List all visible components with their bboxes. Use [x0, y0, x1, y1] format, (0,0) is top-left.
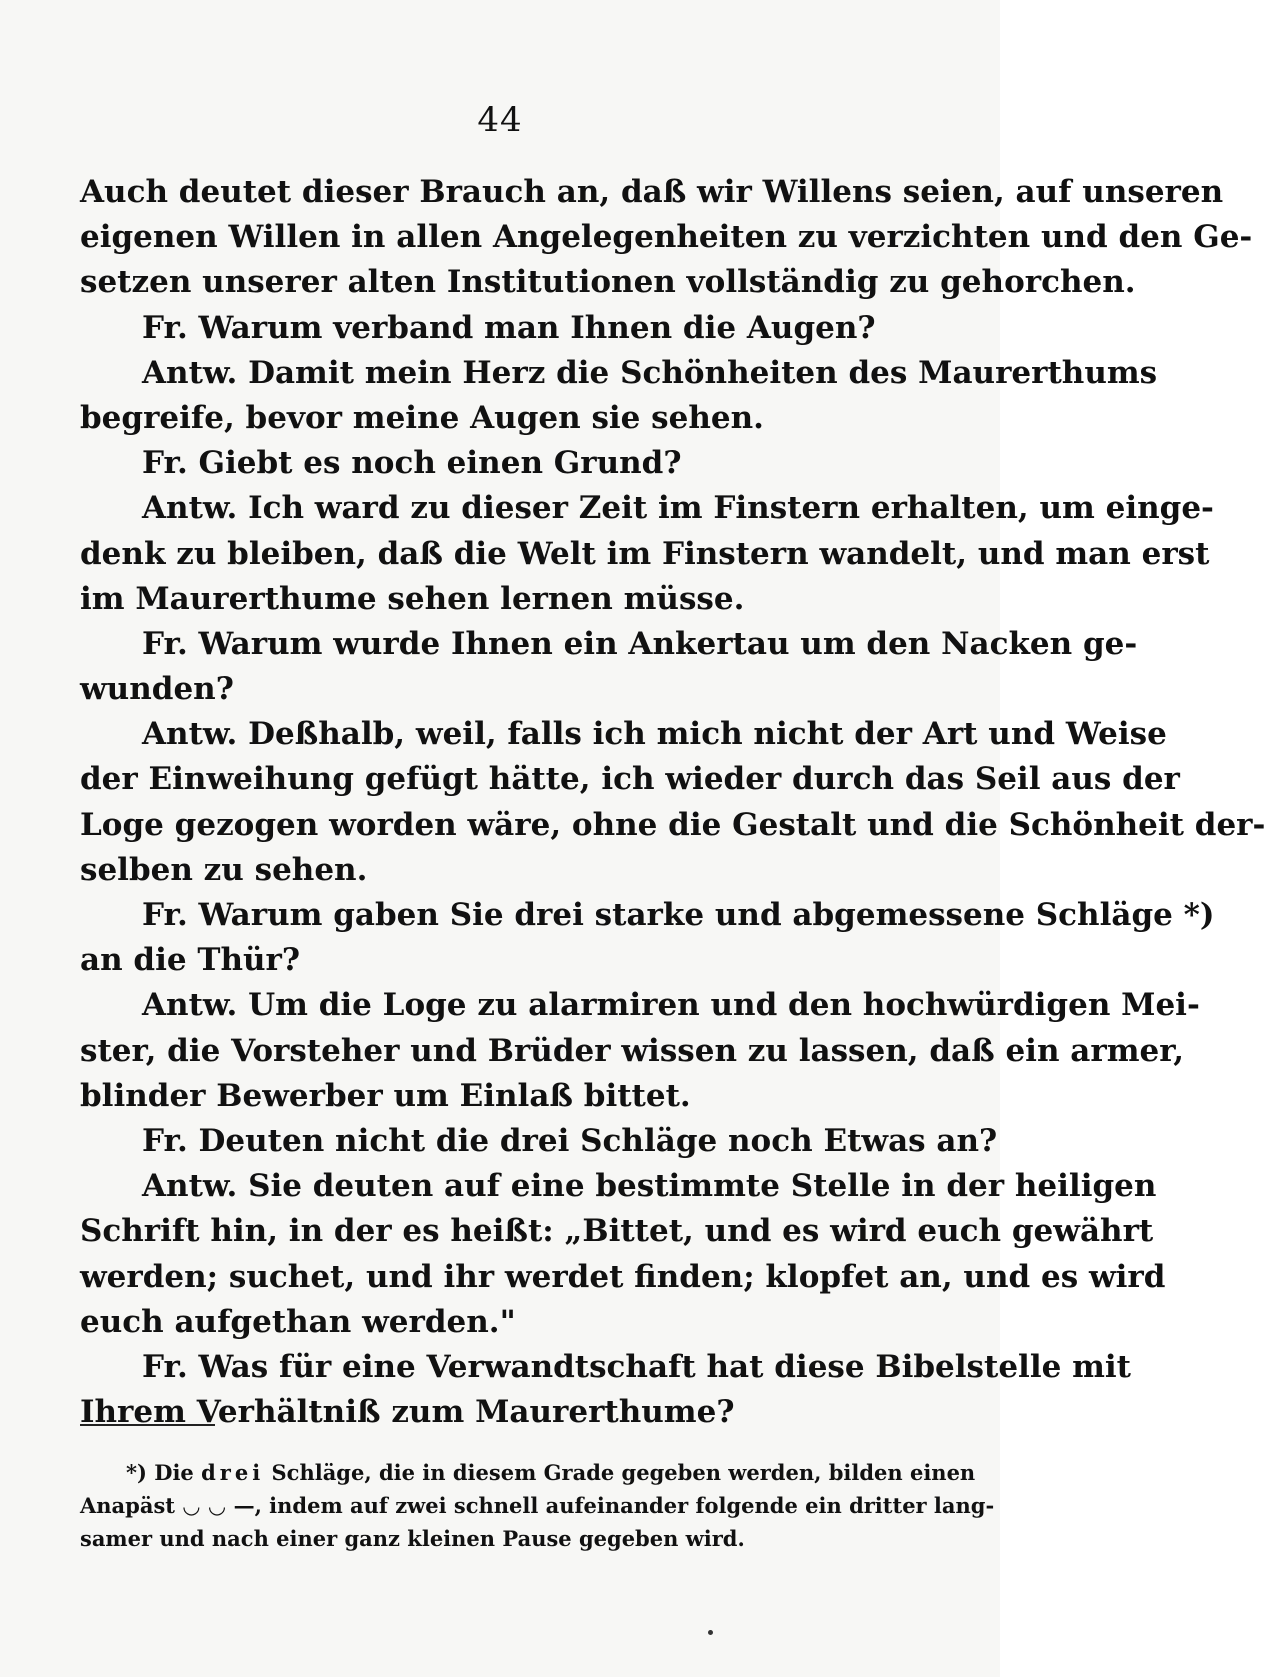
text-line: Ihrem Verhältniß zum Maurerthume? [80, 1394, 735, 1431]
text-line: Auch deutet dieser Brauch an, daß wir Willens seien, auf unseren [80, 174, 1224, 210]
text-line: blinder Bewerber um Einlaß bittet. [80, 1077, 691, 1114]
footnote-emphasis: drei [201, 1460, 265, 1485]
text-line: Loge gezogen worden wäre, ohne die Gestalt und die Schönheit der- [80, 806, 1265, 843]
text-line: werden; suchet, und ihr werdet finden; klopfet an, und es wird [80, 1258, 1166, 1295]
text-line: begreife, bevor meine Augen sie sehen. [80, 399, 764, 436]
page-number: 44 [477, 100, 523, 140]
text-line: wunden? [80, 671, 234, 708]
text-line: selben zu sehen. [80, 851, 368, 888]
footnote-line: Anapäst ◡ ◡ —, indem auf zwei schnell aufeinander folgende ein dritter lang- [80, 1493, 995, 1518]
text-line: Schrift hin, in der es heißt: „Bittet, und es wird euch gewährt [80, 1213, 1154, 1250]
text-line: denk zu bleiben, daß die Welt im Finstern wandelt, und man erst [80, 535, 1210, 572]
footnote-line: samer und nach einer ganz kleinen Pause gegeben wird. [80, 1526, 745, 1551]
print-speck [708, 1630, 713, 1635]
text-line: Fr. Warum wurde Ihnen ein Ankertau um den Nacken ge- [142, 625, 1138, 662]
footnote [80, 1456, 995, 1555]
text-line: Fr. Giebt es noch einen Grund? [142, 445, 682, 482]
text-line: ster, die Vorsteher und Brüder wissen zu lassen, daß ein armer, [80, 1032, 1185, 1069]
text-line: Antw. Damit mein Herz die Schönheiten des Maurerthums [142, 354, 1158, 391]
text-line: eigenen Willen in allen Angelegenheiten zu verzichten und den Ge- [80, 219, 1253, 256]
text-line: Fr. Warum verband man Ihnen die Augen? [142, 309, 876, 346]
text-line: setzen unserer alten Institutionen vollständig zu gehorchen. [80, 264, 1136, 301]
text-line: an die Thür? [80, 942, 301, 979]
text-line: Fr. Deuten nicht die drei Schläge noch Etwas an? [142, 1122, 998, 1159]
footnote-rule [80, 1424, 215, 1426]
text-line: Antw. Deßhalb, weil, falls ich mich nicht der Art und Weise [142, 716, 1167, 753]
text-line: Fr. Warum gaben Sie drei starke und abgemessene Schläge *) [142, 897, 1215, 933]
text-line: Fr. Was für eine Verwandtschaft hat diese Bibelstelle mit [142, 1348, 1132, 1385]
text-line: im Maurerthume sehen lernen müsse. [80, 580, 745, 617]
text-line: euch aufgethan werden." [80, 1303, 516, 1340]
text-line: Antw. Um die Loge zu alarmiren und den hochwürdigen Mei- [142, 987, 1200, 1024]
footnote-line [80, 1456, 976, 1489]
footnote-marker: *) Die [126, 1460, 194, 1485]
footnote-text: Schläge, die in diesem Grade gegeben werden, bilden einen [271, 1460, 976, 1485]
text-line: Antw. Ich ward zu dieser Zeit im Finstern erhalten, um einge- [142, 490, 1214, 527]
text-line: Antw. Sie deuten auf eine bestimmte Stelle in der heiligen [142, 1168, 1157, 1205]
main-text [80, 170, 1265, 1435]
text-line: der Einweihung gefügt hätte, ich wieder durch das Seil aus der [80, 761, 1180, 798]
